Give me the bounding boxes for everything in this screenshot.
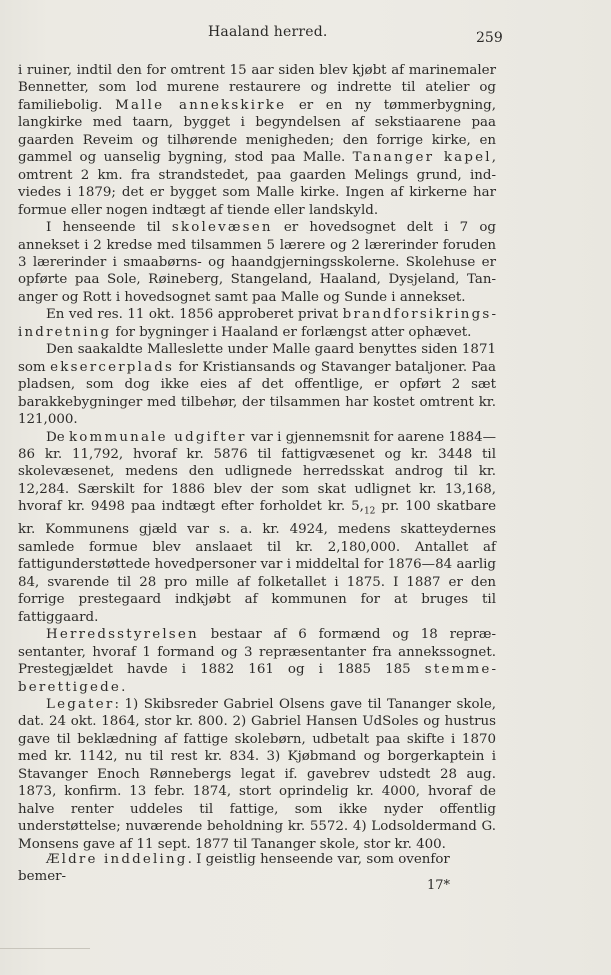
term-eksercerplads: eksercerplads <box>50 359 175 375</box>
paragraph-schools: I henseende til skolevæsen er hovedsognet delt i 7 og annekset i 2 kredse med tilsammen 5 lærere og 2 lærerinder foruden 3 lærerinder i smaabørns- og haandgjerningsskolerne. Skolehuse er opførte paa Sole, Røineberg, Stangeland, Haaland, Dysjeland, Tananger og Rott i hovedsognet samt paa Malle og Sunde i annekset. <box>18 220 496 305</box>
term-stemmeberettigede: stemmeberettigede <box>18 662 496 695</box>
term-legater: Legater <box>46 696 115 712</box>
term-tananger-kapel: Tananger kapel <box>352 150 492 166</box>
running-title: Haaland herred. <box>208 24 328 40</box>
term-malle-annekskirke: Malle annekskirke <box>115 97 287 113</box>
term-aeldre-inddeling: Ældre inddeling <box>46 852 188 867</box>
term-skolevaesen: skolevæsen <box>171 220 273 236</box>
paragraph-municipal-expenses: De kommunale udgifter var i gjennemsnit for aarene 1884—86 kr. 11,792, hvoraf kr. 5876 til fattigvæsenet og kr. 3448 til skolevæsenet, medens den udlignede herredsskat androg til kr. 12,284. Særskilt for 1886 blev der som skat udlignet kr. 13,168, hvoraf kr. 9498 paa indtægt efter forholdet kr. $5,_{12}$ pr. 100 skatbare kr. Kommunens gjæld var s. a. kr. 4924, medens skatteydernes samlede formue blev anslaaet til kr. 2,180,000. Antallet af fattigunderstøttede hovedpersoner var i middeltal for 1876—84 aarlig 84, svarende til 28 pro mille af folketallet i 1875. I 1887 er den forrige prestegaard indkjøbt af kommunen for at bruges til fattiggaard. <box>18 429 496 625</box>
paragraph-fire-insurance: En ved res. 11 okt. 1856 approberet privat brandforsikringsindretning for bygninger i Haaland er forlængst atter ophævet. <box>18 307 496 340</box>
paragraph-churches: i ruiner, indtil den for omtrent 15 aar siden blev kjøbt af marinemaler Bennetter, som lod murene restaurere og indrette til atelier og familiebolig. Malle annekskirke er en ny tømmerbygning, langkirke med taarn, bygget i begyndelsen af sekstiaarene paa gaarden Reveim og tilhørende menigheden; den forrige kirke, en gammel og uanselig bygning, stod paa Malle. Tananger kapel, omtrent 2 km. fra strandstedet, paa gaarden Melings grund, indviedes i 1879; det er bygget som Malle kirke. Ingen af kirkerne har formue eller nogen indtægt af tiende eller landskyld. <box>18 63 497 218</box>
paragraph-legacies: Legater: 1) Skibsreder Gabriel Olsens gave til Tananger skole, dat. 24 okt. 1864, stor kr. 800. 2) Gabriel Hansen UdSoles og hustrus gave til beklædning af fattige skolebørn, udbetalt paa skifte i 1870 med kr. 1142, nu til rest kr. 834. 3) Kjøbmand og borgerkaptein i Stavanger Enoch Rønnebergs legat if. gavebrev udstedt 28 aug. 1873, konfirm. 13 febr. 1874, stort oprindelig kr. 4000, hvoraf de halve renter uddeles til fattige, som ikke nyder offentlig understøttelse; nuværende beholdning kr. 5572. 4) Lodsoldermand G. Monsens gave af 11 sept. 1877 til Tananger skole, stor kr. 400. <box>18 696 496 852</box>
term-herredsstyrelsen: Herredsstyrelsen <box>46 627 199 643</box>
page-edge-line <box>0 948 90 961</box>
term-kommunale-udgifter: kommunale udgifter <box>68 429 247 445</box>
body-text <box>18 62 496 853</box>
paragraph-council: Herredsstyrelsen bestaar af 6 formænd og 18 repræsentanter, hvoraf 1 formand og 3 repræsentanter fra annekssognet. Prestegjældet havde i 1882 161 og i 1885 185 stemmeberettigede. <box>18 627 496 695</box>
page-header <box>0 24 611 48</box>
paragraph-older-division: Ældre inddeling. I geistlig henseende var, som ovenfor bemer- <box>18 852 450 885</box>
term-brandforsikring: brandforsikringsindretning <box>18 307 496 340</box>
page-number: 259 <box>476 30 503 46</box>
paragraph-drill-ground: Den saakaldte Malleslette under Malle gaard benyttes siden 1871 som eksercerplads for Kristiansands og Stavanger bataljoner. Paa pladsen, som dog ikke eies af det offentlige, er opført 2 sæt barakkebygninger med tilbehør, der tilsammen har kostet omtrent kr. 121,000. <box>18 342 497 428</box>
signature-mark: 17* <box>427 878 451 893</box>
